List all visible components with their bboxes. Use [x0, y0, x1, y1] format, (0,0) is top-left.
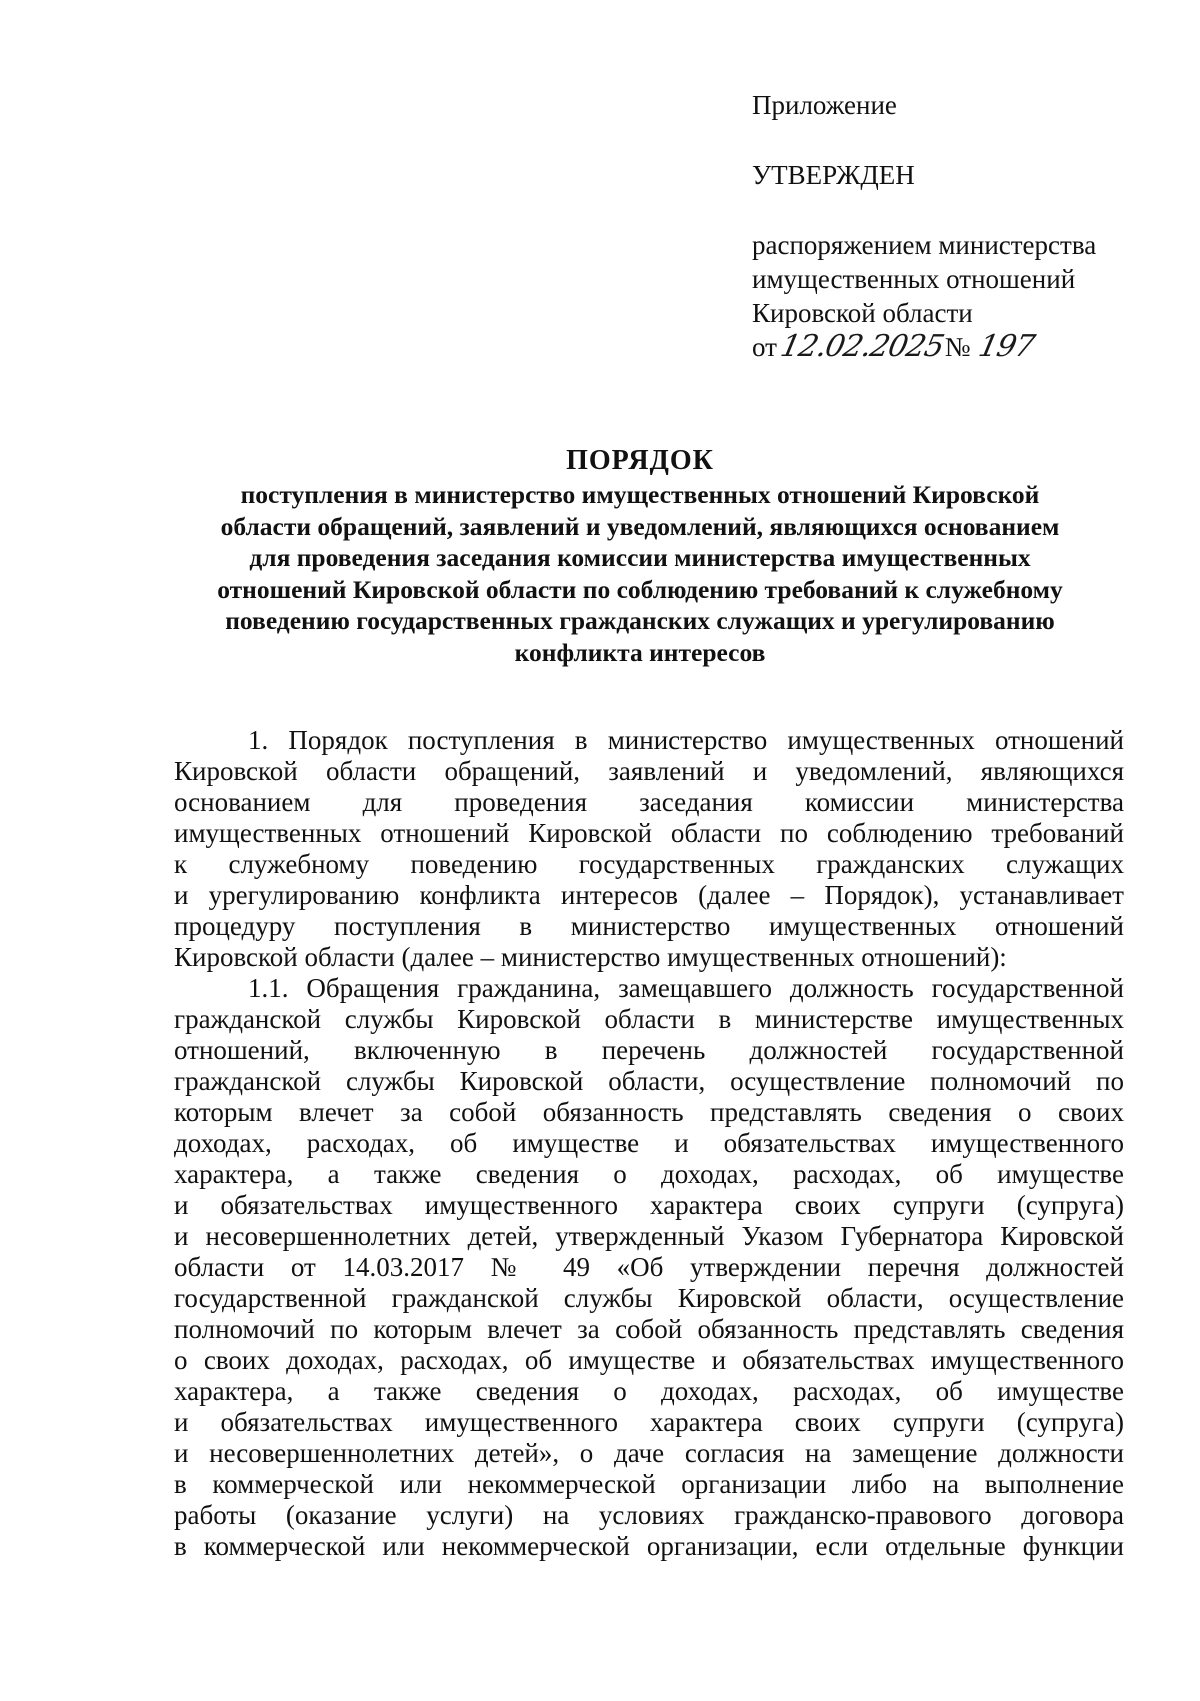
body-line: доходах, расходах, об имуществе и обязательствах имущественного: [174, 1128, 1124, 1158]
date-prefix: от: [752, 332, 777, 362]
handwritten-date: 12.02.2025: [777, 329, 947, 364]
approved-by-line-2: имущественных отношений: [752, 264, 1076, 294]
document-subtitle: [150, 479, 1130, 668]
body-line: в коммерческой или некоммерческой организации, если отдельные функции: [174, 1531, 1124, 1561]
number-sign: №: [944, 332, 971, 362]
subtitle-line: отношений Кировской области по соблюдению требований к служебному: [217, 574, 1063, 604]
subtitle-line: поступления в министерство имущественных отношений Кировской: [240, 480, 1040, 509]
body-line: Кировской области (далее – министерство имущественных отношений):: [174, 942, 1007, 972]
body-line: в коммерческой или некоммерческой организации либо на выполнение: [174, 1469, 1124, 1499]
handwritten-number: 197: [974, 329, 1037, 364]
body-line: характера, а также сведения о доходах, расходах, об имуществе: [174, 1159, 1124, 1189]
body-line: полномочий по которым влечет за собой обязанность представлять сведения: [174, 1314, 1124, 1344]
body-line: и несовершеннолетних детей», о даче согласия на замещение должности: [174, 1438, 1124, 1468]
document-title-block: [150, 443, 1130, 668]
body-line: и несовершеннолетних детей, утвержденный Указом Губернатора Кировской: [174, 1221, 1124, 1251]
body-line: характера, а также сведения о доходах, расходах, об имуществе: [174, 1376, 1124, 1406]
body-line: и обязательствах имущественного характера своих супруги (супруга): [174, 1190, 1124, 1220]
body-line: Кировской области обращений, заявлений и уведомлений, являющихся: [174, 756, 1124, 786]
document-body: [174, 725, 1124, 1562]
body-line: которым влечет за собой обязанность представлять сведения о своих: [174, 1097, 1124, 1127]
body-line: гражданской службы Кировской области в министерстве имущественных: [174, 1004, 1124, 1034]
subtitle-line: области обращений, заявлений и уведомлений, являющихся основанием: [220, 511, 1060, 541]
body-line: о своих доходах, расходах, об имуществе и обязательствах имущественного: [174, 1345, 1124, 1375]
body-line: 1. Порядок поступления в министерство имущественных отношений: [248, 725, 1124, 755]
body-line: государственной гражданской службы Кировской области, осуществление: [174, 1283, 1124, 1313]
approved-by-line-3: Кировской области: [752, 298, 973, 328]
body-line: и урегулированию конфликта интересов (далее – Порядок), устанавливает: [174, 880, 1124, 910]
body-line: процедуру поступления в министерство имущественных отношений: [174, 911, 1124, 941]
body-line: гражданской службы Кировской области, осуществление полномочий по: [174, 1066, 1124, 1096]
body-line: имущественных отношений Кировской области по соблюдению требований: [174, 818, 1124, 848]
appendix-label: Приложение: [752, 90, 897, 120]
body-line: 1.1. Обращения гражданина, замещавшего должность государственной: [248, 973, 1124, 1003]
body-line: работы (оказание услуги) на условиях гражданско-правового договора: [174, 1500, 1124, 1530]
subtitle-line: конфликта интересов: [514, 637, 766, 667]
approved-by-line-1: распоряжением министерства: [752, 230, 1097, 260]
body-line: и обязательствах имущественного характера своих супруги (супруга): [174, 1407, 1124, 1437]
document-title: ПОРЯДОК: [566, 445, 714, 476]
approval-stamp-block: [752, 88, 1152, 364]
body-line: основанием для проведения заседания комиссии министерства: [174, 787, 1124, 817]
subtitle-line: для проведения заседания комиссии министерства имущественных: [249, 543, 1031, 572]
body-line: к служебному поведению государственных гражданских служащих: [174, 849, 1124, 879]
body-line: области от 14.03.2017 № 49 «Об утверждении перечня должностей: [174, 1252, 1124, 1282]
approved-label: УТВЕРЖДЕН: [752, 160, 915, 190]
date-number-row: [752, 330, 1152, 364]
body-line: отношений, включенную в перечень должностей государственной: [174, 1035, 1124, 1065]
subtitle-line: поведению государственных гражданских служащих и урегулированию: [225, 606, 1055, 635]
